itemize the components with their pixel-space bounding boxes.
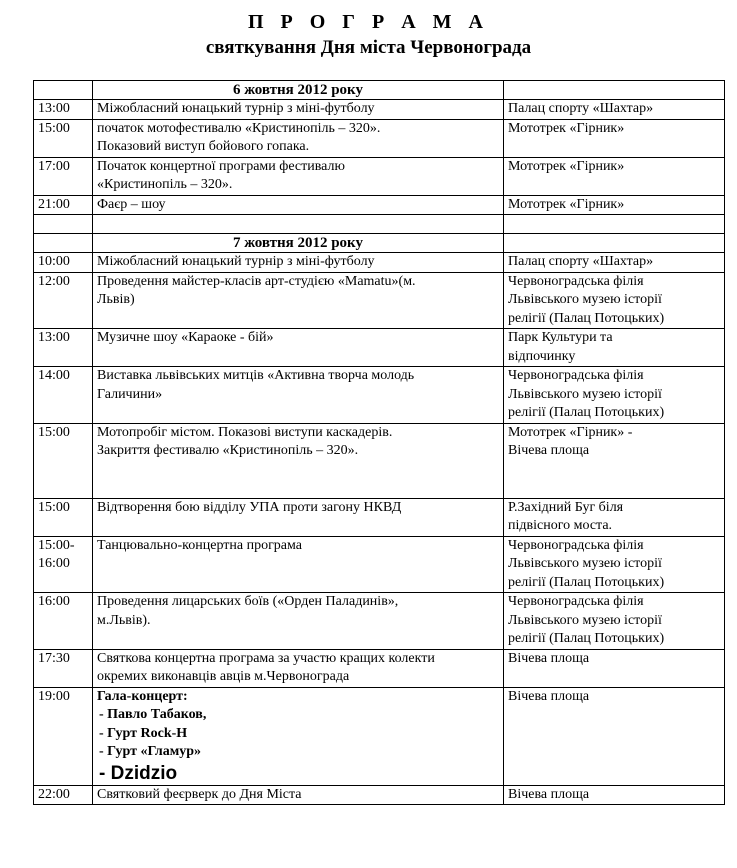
- table-row: [34, 253, 725, 273]
- event-place-line: Львівського музею історії: [508, 556, 662, 571]
- day-date: 7 жовтня 2012 року: [93, 234, 504, 253]
- event-time-line: 10:00: [38, 254, 70, 269]
- event-time-line: 13:00: [38, 101, 70, 116]
- page-subtitle: святкування Дня міста Червонограда: [205, 37, 532, 58]
- event-time: [34, 593, 93, 650]
- event-time-line: 16:00: [38, 556, 70, 571]
- event-place: [504, 367, 725, 424]
- day-header-blank: [504, 234, 725, 253]
- event-description-line: Галичини»: [97, 386, 163, 402]
- event-description-line: Міжобласний юнацький турнір з міні-футболу: [97, 254, 375, 269]
- event-place-line: Червоноградська філія: [508, 594, 644, 609]
- event-place-line: відпочинку: [508, 348, 576, 364]
- event-place-line: релігії (Палац Потоцьких): [508, 405, 665, 420]
- table-row: [34, 367, 725, 424]
- table-row: [34, 195, 725, 215]
- event-description-line: Відтворення бою відділу УПА проти загону НКВД: [97, 499, 402, 515]
- event-description: [93, 536, 504, 593]
- page-title: П Р О Г Р А М А: [247, 11, 490, 33]
- event-place: [504, 329, 725, 367]
- event-description: [93, 329, 504, 367]
- event-time: [34, 498, 93, 536]
- event-description-line: Виставка львівських митців «Активна творча молодь: [97, 368, 415, 383]
- event-description-line: початок мотофестивалю «Кристинопіль – 320».: [97, 120, 381, 136]
- event-place-line: Мототрек «Гірник»: [508, 120, 625, 136]
- event-description-line: Танцювально-концертна програма: [97, 537, 303, 553]
- event-description-line: Проведення лицарських боїв («Орден Паладинів»,: [97, 594, 399, 609]
- event-time-line: 15:00: [38, 424, 70, 440]
- schedule-table: [33, 80, 725, 805]
- event-time: 19:00: [34, 687, 93, 785]
- table-row: [34, 423, 725, 498]
- event-place: [504, 498, 725, 536]
- event-time: [34, 367, 93, 424]
- event-time: [34, 100, 93, 120]
- event-description: [93, 100, 504, 120]
- event-description: [93, 157, 504, 195]
- event-place: [504, 253, 725, 273]
- spacer-cell: [93, 215, 504, 234]
- event-description: [93, 272, 504, 329]
- table-row: [34, 593, 725, 650]
- event-description-line: окремих виконавців авців м.Червонограда: [97, 669, 350, 684]
- event-description-line: м.Львів).: [97, 612, 151, 628]
- event-place: [504, 157, 725, 195]
- event-description-line: Фаєр – шоу: [97, 196, 166, 212]
- event-description-line: Мотопробіг містом. Показові виступи каскадерів.: [97, 424, 393, 440]
- event-time-line: 14:00: [38, 368, 70, 383]
- event-place: Вічева площа: [504, 687, 725, 785]
- event-time: [34, 157, 93, 195]
- table-row: [34, 119, 725, 157]
- event-time-line: 15:00: [38, 499, 70, 515]
- event-place-line: Парк Культури та: [508, 330, 613, 345]
- event-description: [93, 649, 504, 687]
- spacer-row: [34, 215, 725, 234]
- gala-title: Гала-концерт:: [97, 688, 188, 704]
- gala-performer: - Гурт «Гламур»: [99, 744, 202, 759]
- table-row: [34, 329, 725, 367]
- event-place-line: Вічева площа: [508, 443, 590, 458]
- event-time: [34, 119, 93, 157]
- event-description: Святковий феєрверк до Дня Міста: [93, 785, 504, 805]
- gala-performer: - Гурт Rock-H: [99, 725, 188, 741]
- day-header-blank: [504, 81, 725, 100]
- event-description: [93, 593, 504, 650]
- event-time: [34, 329, 93, 367]
- event-time: 22:00: [34, 785, 93, 805]
- event-place: [504, 536, 725, 593]
- event-description: [93, 423, 504, 498]
- table-row: [34, 100, 725, 120]
- event-place-line: Мототрек «Гірник» -: [508, 424, 633, 440]
- event-description: [93, 253, 504, 273]
- event-place: [504, 649, 725, 687]
- event-place-line: Палац спорту «Шахтар»: [508, 101, 654, 116]
- gala-performer-headliner: - Dzidzio: [99, 762, 178, 784]
- day-header-blank: [34, 234, 93, 253]
- event-place-line: Червоноградська філія: [508, 273, 644, 289]
- event-place: [504, 272, 725, 329]
- event-description-line: Святкова концертна програма за участю кращих колекти: [97, 650, 435, 666]
- event-place-line: релігії (Палац Потоцьких): [508, 574, 665, 590]
- event-place: [504, 119, 725, 157]
- table-row: [34, 498, 725, 536]
- event-place: [504, 593, 725, 650]
- event-time-line: 13:00: [38, 330, 70, 345]
- event-place-line: Р.Західний Буг біля: [508, 499, 624, 515]
- gala-performer: - Павло Табаков,: [99, 707, 207, 722]
- event-place: [504, 195, 725, 215]
- event-place-line: Палац спорту «Шахтар»: [508, 254, 654, 269]
- event-place-line: Львівського музею історії: [508, 386, 662, 402]
- event-time-line: 16:00: [38, 594, 70, 609]
- event-place-line: Львівського музею історії: [508, 612, 662, 628]
- event-description-line: Початок концертної програми фестивалю: [97, 158, 345, 174]
- event-place-line: Червоноградська філія: [508, 537, 644, 553]
- event-description-line: Музичне шоу «Караоке - бій»: [97, 330, 274, 345]
- event-time: [34, 272, 93, 329]
- day-date: 6 жовтня 2012 року: [93, 81, 504, 100]
- event-place-line: Червоноградська філія: [508, 368, 644, 383]
- event-time: [34, 423, 93, 498]
- day-header-row: [34, 234, 725, 253]
- table-row: [34, 157, 725, 195]
- gala-row: [34, 687, 725, 785]
- table-row: [34, 272, 725, 329]
- event-place: [504, 100, 725, 120]
- event-time-line: 17:30: [38, 650, 70, 666]
- event-place-line: релігії (Палац Потоцьких): [508, 631, 665, 646]
- event-description-line: Закриття фестивалю «Кристинопіль – 320».: [97, 443, 359, 458]
- day-header-row: [34, 81, 725, 100]
- table-row: [34, 536, 725, 593]
- event-description-line: Проведення майстер-класів арт-студією «Mamatu»(м.: [97, 273, 416, 289]
- event-time: [34, 649, 93, 687]
- event-description-line: Показовий виступ бойового гопака.: [97, 139, 310, 154]
- event-time: [34, 253, 93, 273]
- event-description: [93, 367, 504, 424]
- event-description: [93, 195, 504, 215]
- schedule-body: [34, 81, 725, 805]
- event-place-line: підвісного моста.: [508, 518, 613, 533]
- event-description-line: Міжобласний юнацький турнір з міні-футболу: [97, 101, 375, 116]
- table-row: [34, 785, 725, 805]
- event-description: [93, 498, 504, 536]
- event-place: Вічева площа: [504, 785, 725, 805]
- spacer-cell: [34, 215, 93, 234]
- event-description-line: Львів): [97, 292, 135, 307]
- event-time-line: 17:00: [38, 158, 70, 174]
- event-place-line: Вічева площа: [508, 650, 590, 666]
- event-description-line: «Кристинопіль – 320».: [97, 177, 233, 192]
- event-place-line: Мототрек «Гірник»: [508, 158, 625, 174]
- table-row: [34, 649, 725, 687]
- event-time-line: 12:00: [38, 273, 70, 289]
- event-place-line: релігії (Палац Потоцьких): [508, 310, 665, 326]
- event-time-line: 21:00: [38, 196, 70, 212]
- event-place-line: Львівського музею історії: [508, 292, 662, 307]
- gala-lineup: [93, 687, 504, 785]
- event-time: [34, 195, 93, 215]
- event-description: [93, 119, 504, 157]
- event-time: [34, 536, 93, 593]
- event-place: [504, 423, 725, 498]
- event-time-line: 15:00: [38, 120, 70, 136]
- event-place-line: Мототрек «Гірник»: [508, 196, 625, 212]
- day-header-blank: [34, 81, 93, 100]
- spacer-cell: [504, 215, 725, 234]
- event-time-line: 15:00-: [38, 537, 75, 553]
